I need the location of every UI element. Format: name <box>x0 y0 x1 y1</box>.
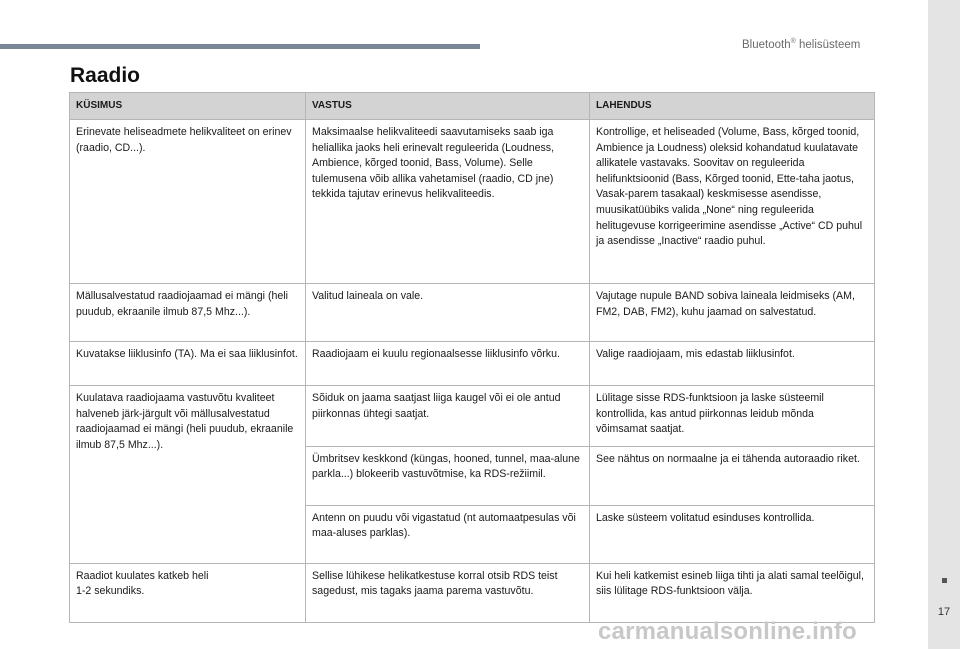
watermark: carmanualsonline.info <box>598 618 857 645</box>
section-header-suffix: helisüsteem <box>795 38 861 51</box>
solution-cell: Valige raadiojaam, mis edastab liiklusinfot. <box>590 342 875 386</box>
answer-cell: Sõiduk on jaama saatjast liiga kaugel või ei ole antud piirkonnas ühtegi saatjat. <box>306 386 590 447</box>
answer-cell: Antenn on puudu või vigastatud (nt automaatpesulas või maa-aluses parklas). <box>306 505 590 563</box>
answer-cell: Valitud laineala on vale. <box>306 284 590 342</box>
page-marker-square <box>942 578 947 583</box>
table-row <box>70 386 875 447</box>
registered-mark: ® <box>790 38 796 45</box>
solution-cell: Vajutage nupule BAND sobiva laineala leidmiseks (AM, FM2, DAB, FM2), kuhu jaamad on salvestatud. <box>590 284 875 342</box>
table-row <box>70 284 875 342</box>
column-header-question: KÜSIMUS <box>70 93 306 120</box>
solution-cell: Kui heli katkemist esineb liiga tihti ja alati samal teelõigul, siis lülitage RDS-funktsioon välja. <box>590 563 875 622</box>
table-header-row <box>70 93 875 120</box>
question-cell: Mällusalvestatud raadiojaamad ei mängi (heli puudub, ekraanile ilmub 87,5 Mhz...). <box>70 284 306 342</box>
question-cell: Erinevate heliseadmete helikvaliteet on erinev (raadio, CD...). <box>70 120 306 284</box>
table-row <box>70 563 875 622</box>
table-row <box>70 342 875 386</box>
solution-cell: Kontrollige, et heliseaded (Volume, Bass, kõrged toonid, Ambience ja Loudness) oleksid kohandatud kuulatavate allikatele vastavaks. Soovitav on reguleerida helifunktsioonid (Bass, Kõrged toonid, Ette-taha jaotus, Vasak-parem tasakaal) keskmisesse asendisse, muusikatüübiks valida „None“ ning reguleerida helitugevuse korrigeerimine asendisse „Active“ CD puhul ja asendisse „Inactive“ raadio puhul. <box>590 120 875 284</box>
column-header-solution: LAHENDUS <box>590 93 875 120</box>
page-number: 17 <box>937 606 951 618</box>
troubleshooting-table <box>69 92 875 623</box>
side-strip <box>928 0 960 649</box>
column-header-answer: VASTUS <box>306 93 590 120</box>
section-header <box>742 38 860 51</box>
answer-cell: Ümbritsev keskkond (küngas, hooned, tunnel, maa-alune parkla...) blokeerib vastuvõtmise, ka RDS-režiimil. <box>306 446 590 505</box>
solution-cell: Lülitage sisse RDS-funktsioon ja laske süsteemil kontrollida, kas antud piirkonnas leidub mõnda võimsamat saatjat. <box>590 386 875 447</box>
question-cell: Kuulatava raadiojaama vastuvõtu kvaliteet halveneb järk-järgult või mällusalvestatud raadiojaamad ei mängi (heli puudub, ekraanile ilmub 87,5 Mhz...). <box>70 386 306 564</box>
answer-cell: Raadiojaam ei kuulu regionaalsesse liiklusinfo võrku. <box>306 342 590 386</box>
question-cell: Raadiot kuulates katkeb heli 1-2 sekundiks. <box>70 563 306 622</box>
question-cell: Kuvatakse liiklusinfo (TA). Ma ei saa liiklusinfot. <box>70 342 306 386</box>
answer-cell: Maksimaalse helikvaliteedi saavutamiseks saab iga heliallika jaoks heli erinevalt reguleerida (Loudness, Ambience, kõrged toonid, Bass, Volume). Selle tulemusena võib allika vahetamisel (raadio, CD jne) tekkida tajutav erinevus helikvaliteedis. <box>306 120 590 284</box>
page-title: Raadio <box>70 64 141 87</box>
section-header-name: Bluetooth <box>742 38 791 51</box>
answer-cell: Sellise lühikese helikatkestuse korral otsib RDS teist sagedust, mis tagaks jaama parema vastuvõtu. <box>306 563 590 622</box>
top-rule <box>0 44 480 49</box>
solution-cell: See nähtus on normaalne ja ei tähenda autoraadio riket. <box>590 446 875 505</box>
solution-cell: Laske süsteem volitatud esinduses kontrollida. <box>590 505 875 563</box>
table-row <box>70 120 875 284</box>
